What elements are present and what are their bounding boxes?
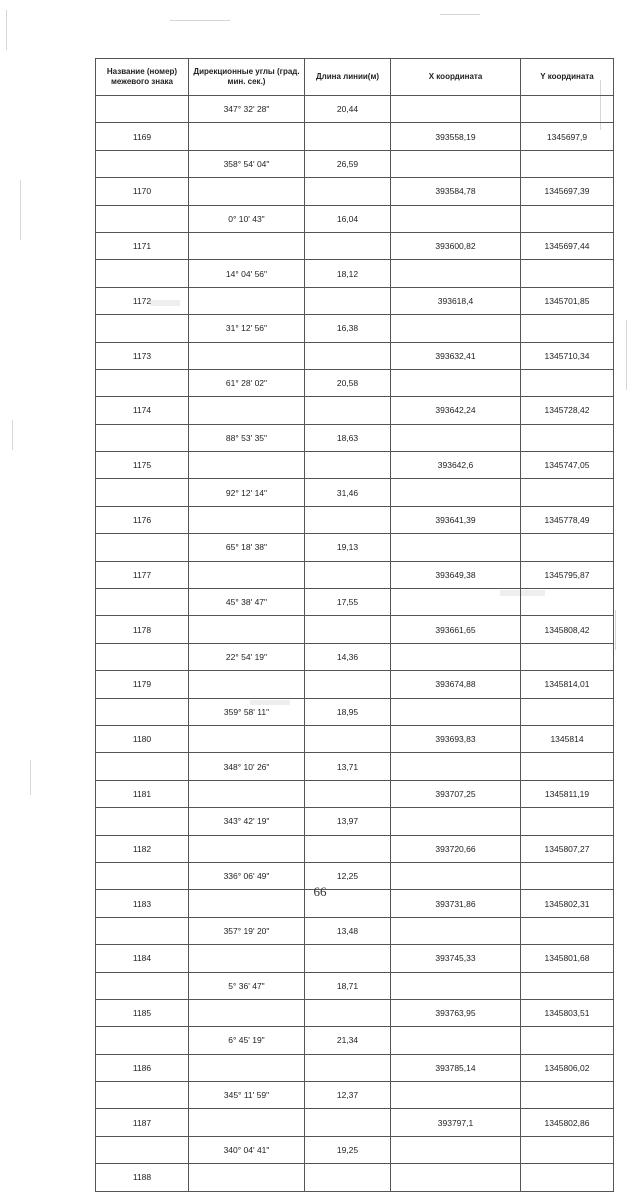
table-row xyxy=(96,1054,614,1081)
table-row xyxy=(96,945,614,972)
mark-name-cell: 1169 xyxy=(96,123,189,150)
line-length-cell: 18,71 xyxy=(305,972,391,999)
y-coordinate-cell xyxy=(521,1027,614,1054)
x-coordinate-cell xyxy=(391,972,521,999)
y-coordinate-cell: 1345811,19 xyxy=(521,780,614,807)
table-row xyxy=(96,1136,614,1163)
y-coordinate-cell: 1345701,85 xyxy=(521,287,614,314)
y-coordinate-cell xyxy=(521,260,614,287)
direction-angle-cell: 45° 38' 47" xyxy=(189,589,305,616)
y-coordinate-cell xyxy=(521,205,614,232)
y-coordinate-cell: 1345697,9 xyxy=(521,123,614,150)
table-row xyxy=(96,917,614,944)
direction-angle-cell xyxy=(189,506,305,533)
y-coordinate-cell xyxy=(521,753,614,780)
table-row xyxy=(96,1027,614,1054)
mark-name-cell: 1179 xyxy=(96,671,189,698)
x-coordinate-cell: 393674,88 xyxy=(391,671,521,698)
mark-name-cell: 1186 xyxy=(96,1054,189,1081)
direction-angle-cell xyxy=(189,1054,305,1081)
direction-angle-cell xyxy=(189,780,305,807)
y-coordinate-cell: 1345814,01 xyxy=(521,671,614,698)
direction-angle-cell xyxy=(189,178,305,205)
direction-angle-cell xyxy=(189,287,305,314)
direction-angle-cell xyxy=(189,1109,305,1136)
y-coordinate-cell xyxy=(521,150,614,177)
table-row xyxy=(96,1109,614,1136)
x-coordinate-cell xyxy=(391,96,521,123)
direction-angle-cell: 61° 28' 02" xyxy=(189,369,305,396)
y-coordinate-cell: 1345802,31 xyxy=(521,890,614,917)
line-length-cell: 12,25 xyxy=(305,862,391,889)
table-row xyxy=(96,315,614,342)
line-length-cell: 13,71 xyxy=(305,753,391,780)
y-coordinate-cell: 1345814 xyxy=(521,725,614,752)
y-coordinate-cell xyxy=(521,96,614,123)
x-coordinate-cell: 393641,39 xyxy=(391,506,521,533)
header-mark-name: Название (номер) межевого знака xyxy=(96,59,189,96)
line-length-cell xyxy=(305,397,391,424)
mark-name-cell: 1181 xyxy=(96,780,189,807)
table-row xyxy=(96,479,614,506)
line-length-cell: 19,13 xyxy=(305,534,391,561)
x-coordinate-cell: 393763,95 xyxy=(391,999,521,1026)
x-coordinate-cell xyxy=(391,698,521,725)
direction-angle-cell xyxy=(189,945,305,972)
table-row xyxy=(96,1082,614,1109)
mark-name-cell: 1184 xyxy=(96,945,189,972)
direction-angle-cell: 359° 58' 11" xyxy=(189,698,305,725)
line-length-cell xyxy=(305,945,391,972)
line-length-cell: 18,95 xyxy=(305,698,391,725)
table-row xyxy=(96,753,614,780)
header-direction-angle: Дирекционные углы (град. мин. сек.) xyxy=(189,59,305,96)
y-coordinate-cell: 1345801,68 xyxy=(521,945,614,972)
line-length-cell: 12,37 xyxy=(305,1082,391,1109)
y-coordinate-cell: 1345795,87 xyxy=(521,561,614,588)
x-coordinate-cell: 393649,38 xyxy=(391,561,521,588)
direction-angle-cell xyxy=(189,999,305,1026)
x-coordinate-cell xyxy=(391,479,521,506)
direction-angle-cell: 358° 54' 04" xyxy=(189,150,305,177)
y-coordinate-cell xyxy=(521,589,614,616)
header-line-length: Длина линии(м) xyxy=(305,59,391,96)
mark-name-cell xyxy=(96,315,189,342)
mark-name-cell: 1182 xyxy=(96,835,189,862)
y-coordinate-cell xyxy=(521,698,614,725)
mark-name-cell: 1174 xyxy=(96,397,189,424)
direction-angle-cell: 343° 42' 19" xyxy=(189,808,305,835)
y-coordinate-cell xyxy=(521,534,614,561)
y-coordinate-cell xyxy=(521,1082,614,1109)
line-length-cell xyxy=(305,1164,391,1191)
mark-name-cell: 1176 xyxy=(96,506,189,533)
table-row xyxy=(96,96,614,123)
boundary-marks-sheet xyxy=(95,58,613,1192)
page-number: 66 xyxy=(313,884,327,899)
table-row xyxy=(96,616,614,643)
y-coordinate-cell xyxy=(521,643,614,670)
direction-angle-cell: 92° 12' 14" xyxy=(189,479,305,506)
mark-name-cell xyxy=(96,534,189,561)
mark-name-cell xyxy=(96,260,189,287)
direction-angle-cell: 5° 36' 47" xyxy=(189,972,305,999)
y-coordinate-cell: 1345778,49 xyxy=(521,506,614,533)
direction-angle-cell: 22° 54' 19" xyxy=(189,643,305,670)
line-length-cell xyxy=(305,561,391,588)
line-length-cell: 16,04 xyxy=(305,205,391,232)
y-coordinate-cell xyxy=(521,917,614,944)
direction-angle-cell: 0° 10' 43" xyxy=(189,205,305,232)
x-coordinate-cell: 393693,83 xyxy=(391,725,521,752)
mark-name-cell: 1171 xyxy=(96,232,189,259)
mark-name-cell xyxy=(96,589,189,616)
boundary-coordinates-table xyxy=(95,58,614,1192)
table-row xyxy=(96,342,614,369)
y-coordinate-cell: 1345802,86 xyxy=(521,1109,614,1136)
table-row xyxy=(96,452,614,479)
y-coordinate-cell xyxy=(521,424,614,451)
mark-name-cell xyxy=(96,808,189,835)
direction-angle-cell xyxy=(189,342,305,369)
table-row xyxy=(96,424,614,451)
mark-name-cell: 1178 xyxy=(96,616,189,643)
table-row xyxy=(96,534,614,561)
x-coordinate-cell xyxy=(391,369,521,396)
x-coordinate-cell xyxy=(391,424,521,451)
x-coordinate-cell: 393618,4 xyxy=(391,287,521,314)
table-row xyxy=(96,999,614,1026)
header-y-coordinate: Y координата xyxy=(521,59,614,96)
header-x-coordinate: X координата xyxy=(391,59,521,96)
direction-angle-cell xyxy=(189,616,305,643)
x-coordinate-cell: 393720,66 xyxy=(391,835,521,862)
line-length-cell xyxy=(305,1054,391,1081)
x-coordinate-cell xyxy=(391,753,521,780)
y-coordinate-cell xyxy=(521,479,614,506)
line-length-cell xyxy=(305,452,391,479)
y-coordinate-cell: 1345697,44 xyxy=(521,232,614,259)
y-coordinate-cell xyxy=(521,808,614,835)
line-length-cell: 26,59 xyxy=(305,150,391,177)
line-length-cell: 31,46 xyxy=(305,479,391,506)
table-row xyxy=(96,287,614,314)
mark-name-cell xyxy=(96,1082,189,1109)
line-length-cell xyxy=(305,616,391,643)
table-row xyxy=(96,397,614,424)
line-length-cell: 14,36 xyxy=(305,643,391,670)
y-coordinate-cell: 1345728,42 xyxy=(521,397,614,424)
table-row xyxy=(96,780,614,807)
line-length-cell xyxy=(305,1109,391,1136)
direction-angle-cell xyxy=(189,835,305,862)
direction-angle-cell xyxy=(189,232,305,259)
table-row xyxy=(96,369,614,396)
mark-name-cell: 1183 xyxy=(96,890,189,917)
y-coordinate-cell: 1345808,42 xyxy=(521,616,614,643)
table-row xyxy=(96,178,614,205)
line-length-cell xyxy=(305,123,391,150)
line-length-cell: 20,58 xyxy=(305,369,391,396)
mark-name-cell xyxy=(96,753,189,780)
mark-name-cell xyxy=(96,917,189,944)
mark-name-cell: 1188 xyxy=(96,1164,189,1191)
line-length-cell: 21,34 xyxy=(305,1027,391,1054)
mark-name-cell xyxy=(96,150,189,177)
direction-angle-cell xyxy=(189,561,305,588)
direction-angle-cell xyxy=(189,671,305,698)
mark-name-cell: 1187 xyxy=(96,1109,189,1136)
table-row xyxy=(96,972,614,999)
line-length-cell xyxy=(305,178,391,205)
y-coordinate-cell: 1345710,34 xyxy=(521,342,614,369)
mark-name-cell xyxy=(96,479,189,506)
direction-angle-cell: 14° 04' 56" xyxy=(189,260,305,287)
y-coordinate-cell xyxy=(521,1136,614,1163)
line-length-cell xyxy=(305,506,391,533)
table-row xyxy=(96,260,614,287)
y-coordinate-cell xyxy=(521,1164,614,1191)
table-row xyxy=(96,808,614,835)
table-row xyxy=(96,643,614,670)
direction-angle-cell xyxy=(189,1164,305,1191)
x-coordinate-cell: 393642,24 xyxy=(391,397,521,424)
line-length-cell xyxy=(305,999,391,1026)
line-length-cell: 16,38 xyxy=(305,315,391,342)
line-length-cell: 13,48 xyxy=(305,917,391,944)
mark-name-cell: 1172 xyxy=(96,287,189,314)
table-row xyxy=(96,589,614,616)
y-coordinate-cell: 1345803,51 xyxy=(521,999,614,1026)
direction-angle-cell: 357° 19' 20" xyxy=(189,917,305,944)
table-row xyxy=(96,205,614,232)
x-coordinate-cell: 393632,41 xyxy=(391,342,521,369)
mark-name-cell: 1175 xyxy=(96,452,189,479)
x-coordinate-cell: 393785,14 xyxy=(391,1054,521,1081)
line-length-cell xyxy=(305,287,391,314)
line-length-cell xyxy=(305,835,391,862)
x-coordinate-cell: 393731,86 xyxy=(391,890,521,917)
x-coordinate-cell: 393600,82 xyxy=(391,232,521,259)
x-coordinate-cell xyxy=(391,534,521,561)
direction-angle-cell: 348° 10' 26" xyxy=(189,753,305,780)
direction-angle-cell: 88° 53' 35" xyxy=(189,424,305,451)
direction-angle-cell: 31° 12' 56" xyxy=(189,315,305,342)
table-row xyxy=(96,561,614,588)
mark-name-cell: 1185 xyxy=(96,999,189,1026)
line-length-cell xyxy=(305,780,391,807)
direction-angle-cell xyxy=(189,452,305,479)
mark-name-cell: 1177 xyxy=(96,561,189,588)
mark-name-cell xyxy=(96,1136,189,1163)
mark-name-cell xyxy=(96,698,189,725)
mark-name-cell xyxy=(96,424,189,451)
x-coordinate-cell xyxy=(391,260,521,287)
x-coordinate-cell xyxy=(391,150,521,177)
mark-name-cell xyxy=(96,643,189,670)
table-row xyxy=(96,123,614,150)
table-row xyxy=(96,150,614,177)
mark-name-cell: 1170 xyxy=(96,178,189,205)
direction-angle-cell: 347° 32' 28" xyxy=(189,96,305,123)
x-coordinate-cell xyxy=(391,205,521,232)
table-row xyxy=(96,725,614,752)
line-length-cell: 18,63 xyxy=(305,424,391,451)
line-length-cell xyxy=(305,342,391,369)
x-coordinate-cell xyxy=(391,917,521,944)
x-coordinate-cell xyxy=(391,643,521,670)
x-coordinate-cell xyxy=(391,808,521,835)
x-coordinate-cell xyxy=(391,1136,521,1163)
mark-name-cell xyxy=(96,972,189,999)
mark-name-cell xyxy=(96,369,189,396)
mark-name-cell xyxy=(96,1027,189,1054)
line-length-cell: 20,44 xyxy=(305,96,391,123)
mark-name-cell: 1180 xyxy=(96,725,189,752)
table-header-row xyxy=(96,59,614,96)
x-coordinate-cell: 393558,19 xyxy=(391,123,521,150)
y-coordinate-cell xyxy=(521,369,614,396)
direction-angle-cell xyxy=(189,123,305,150)
direction-angle-cell: 345° 11' 59" xyxy=(189,1082,305,1109)
table-row xyxy=(96,506,614,533)
mark-name-cell: 1173 xyxy=(96,342,189,369)
y-coordinate-cell xyxy=(521,315,614,342)
line-length-cell xyxy=(305,725,391,752)
x-coordinate-cell: 393797,1 xyxy=(391,1109,521,1136)
x-coordinate-cell xyxy=(391,315,521,342)
direction-angle-cell: 340° 04' 41" xyxy=(189,1136,305,1163)
line-length-cell: 18,12 xyxy=(305,260,391,287)
y-coordinate-cell: 1345807,27 xyxy=(521,835,614,862)
y-coordinate-cell: 1345806,02 xyxy=(521,1054,614,1081)
x-coordinate-cell xyxy=(391,1164,521,1191)
x-coordinate-cell: 393642,6 xyxy=(391,452,521,479)
table-row xyxy=(96,698,614,725)
mark-name-cell xyxy=(96,96,189,123)
direction-angle-cell: 6° 45' 19" xyxy=(189,1027,305,1054)
x-coordinate-cell: 393584,78 xyxy=(391,178,521,205)
x-coordinate-cell xyxy=(391,589,521,616)
line-length-cell: 13,97 xyxy=(305,808,391,835)
line-length-cell: 17,55 xyxy=(305,589,391,616)
direction-angle-cell xyxy=(189,725,305,752)
y-coordinate-cell: 1345747,05 xyxy=(521,452,614,479)
y-coordinate-cell xyxy=(521,972,614,999)
x-coordinate-cell: 393661,65 xyxy=(391,616,521,643)
table-row xyxy=(96,835,614,862)
y-coordinate-cell: 1345697,39 xyxy=(521,178,614,205)
line-length-cell xyxy=(305,232,391,259)
line-length-cell: 19,25 xyxy=(305,1136,391,1163)
direction-angle-cell: 336° 06' 49" xyxy=(189,862,305,889)
x-coordinate-cell: 393707,25 xyxy=(391,780,521,807)
x-coordinate-cell: 393745,33 xyxy=(391,945,521,972)
table-row xyxy=(96,232,614,259)
mark-name-cell xyxy=(96,205,189,232)
table-row xyxy=(96,671,614,698)
direction-angle-cell xyxy=(189,397,305,424)
line-length-cell xyxy=(305,671,391,698)
table-row xyxy=(96,1164,614,1191)
x-coordinate-cell xyxy=(391,1082,521,1109)
x-coordinate-cell xyxy=(391,1027,521,1054)
direction-angle-cell: 65° 18' 38" xyxy=(189,534,305,561)
